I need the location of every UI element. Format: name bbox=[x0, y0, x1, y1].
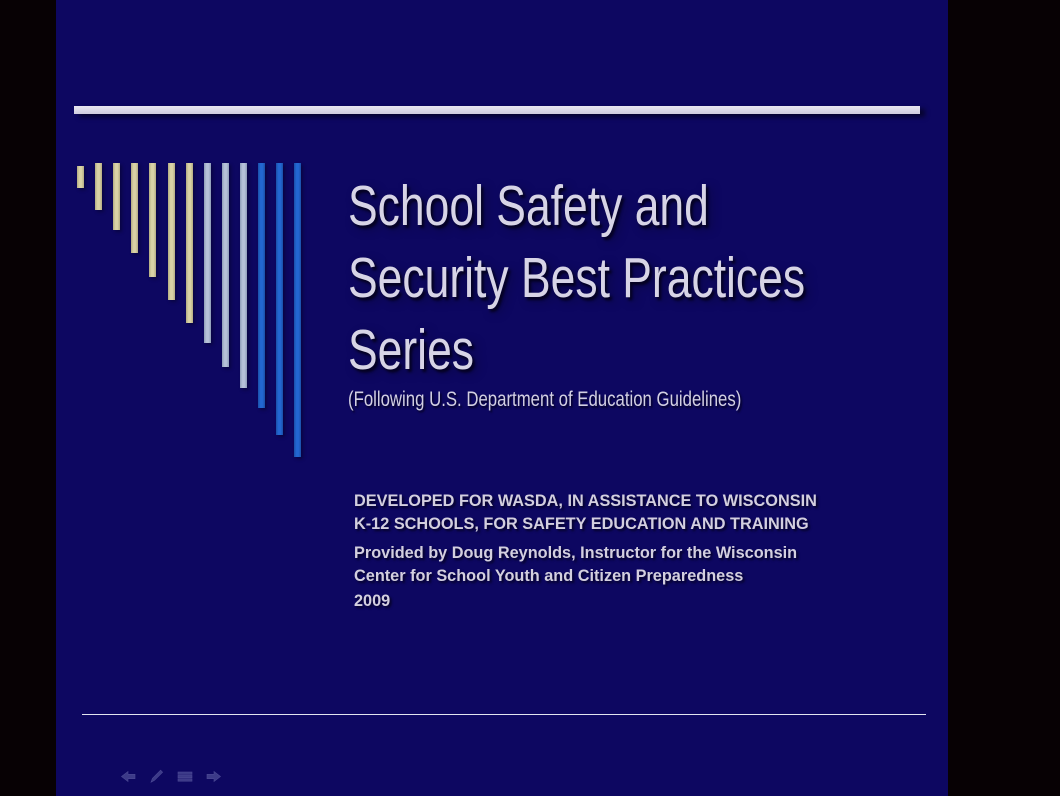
slide-subtitle: (Following U.S. Department of Education Guidelines) bbox=[348, 387, 742, 411]
body-para2-line-1: Provided by Doug Reynolds, Instructor for the Wisconsin bbox=[354, 544, 798, 562]
decor-bar-blue bbox=[258, 163, 265, 408]
bottom-divider-line bbox=[82, 714, 926, 715]
body-year: 2009 bbox=[354, 592, 391, 610]
previous-slide-icon[interactable] bbox=[120, 768, 138, 785]
decor-bar-cream bbox=[77, 166, 84, 188]
decor-bar-cream bbox=[131, 163, 138, 253]
decor-bar-cream bbox=[186, 163, 193, 323]
decor-bar-steel bbox=[204, 163, 211, 343]
body-para1-line-2: K-12 SCHOOLS, FOR SAFETY EDUCATION AND TRAINING bbox=[354, 515, 809, 533]
decor-bar-cream bbox=[149, 163, 156, 277]
pen-tool-icon[interactable] bbox=[148, 768, 166, 785]
slide-title-line-3: Series bbox=[348, 318, 475, 382]
decor-bar-blue bbox=[276, 163, 283, 435]
decorative-bar-group bbox=[77, 163, 367, 463]
decor-bar-blue bbox=[294, 163, 301, 457]
top-accent-bar bbox=[74, 106, 920, 114]
decor-bar-cream bbox=[95, 163, 102, 210]
decor-bar-cream bbox=[113, 163, 120, 230]
body-para2-line-2: Center for School Youth and Citizen Preparedness bbox=[354, 567, 744, 585]
slide-title-line-1: School Safety and bbox=[348, 174, 709, 238]
decor-bar-steel bbox=[222, 163, 229, 367]
body-para1-line-1: DEVELOPED FOR WASDA, IN ASSISTANCE TO WISCONSIN bbox=[354, 492, 817, 510]
slide-body-text bbox=[354, 490, 817, 613]
slide-title-line-2: Security Best Practices bbox=[348, 246, 806, 310]
decor-bar-cream bbox=[168, 163, 175, 300]
slide-canvas[interactable] bbox=[56, 0, 948, 796]
decor-bar-steel bbox=[240, 163, 247, 388]
slide-menu-icon[interactable] bbox=[176, 768, 194, 785]
next-slide-icon[interactable] bbox=[204, 768, 222, 785]
title-block bbox=[348, 170, 972, 412]
